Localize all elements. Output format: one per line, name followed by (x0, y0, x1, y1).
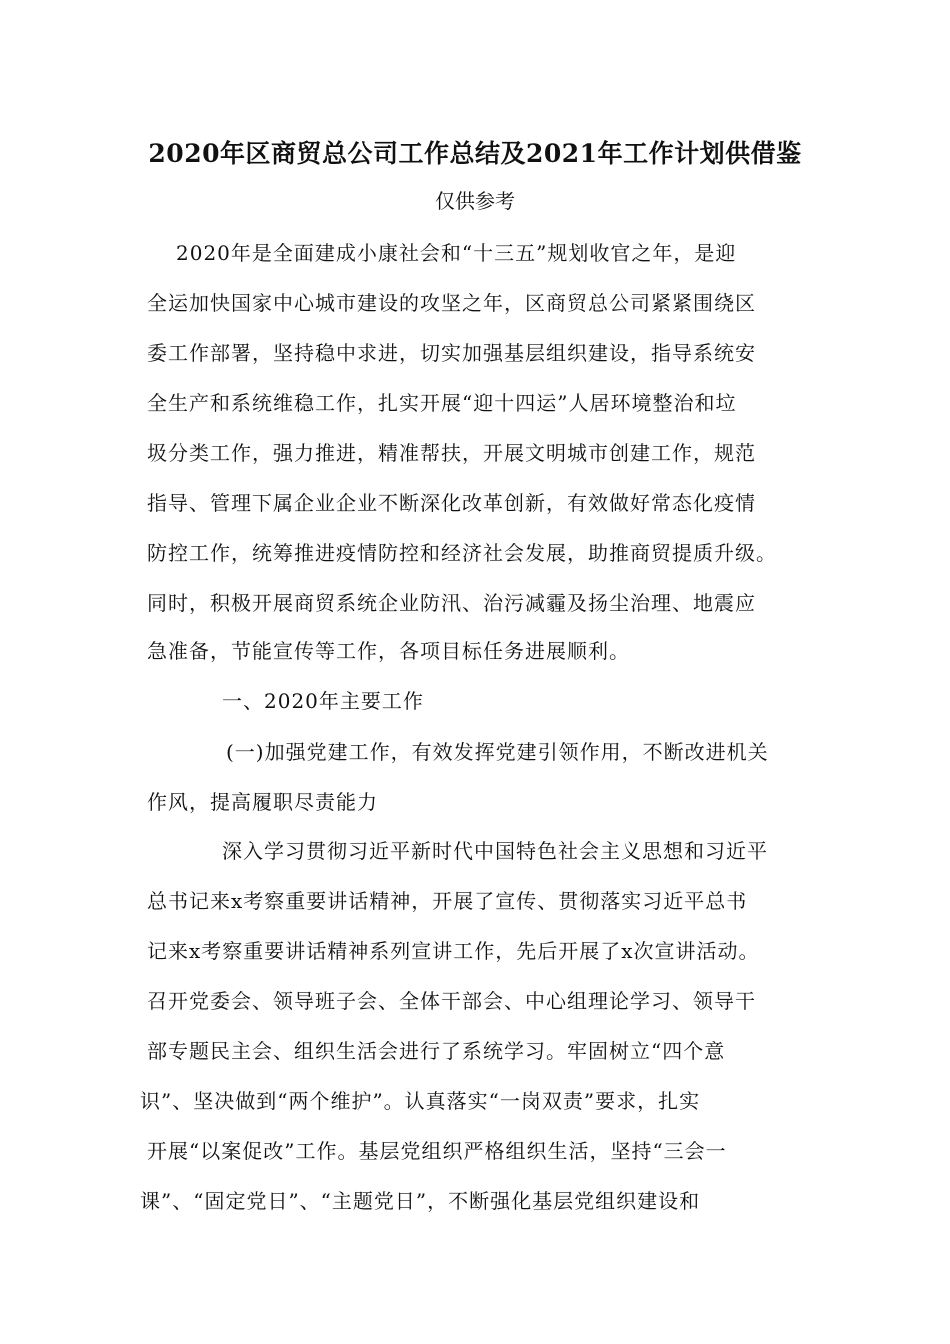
subsection-line: (一)加强党建工作，有效发挥党建引领作用，不断改进机关 (226, 740, 769, 764)
body-line: 部专题民主会、组织生活会进行了系统学习。牢固树立“四个意 (147, 1039, 726, 1063)
document-subtitle: 仅供参考 (435, 189, 515, 213)
body-line: 总书记来x考察重要讲话精神，开展了宣传、贯彻落实习近平总书 (147, 889, 748, 913)
body-line: 深入学习贯彻习近平新时代中国特色社会主义思想和习近平 (222, 839, 768, 863)
intro-line: 圾分类工作，强力推进，精准帮扶，开展文明城市创建工作，规范 (147, 441, 756, 465)
intro-line: 同时，积极开展商贸系统企业防汛、治污减霾及扬尘治理、地震应 (147, 591, 756, 615)
body-line: 识”、坚决做到“两个维护”。认真落实“一岗双责”要求，扎实 (140, 1089, 701, 1113)
document-title: 2020年区商贸总公司工作总结及2021年工作计划供借鉴 (148, 139, 802, 168)
intro-line: 全生产和系统维稳工作，扎实开展“迎十四运”人居环境整治和垃 (147, 391, 737, 415)
intro-line: 指导、管理下属企业企业不断深化改革创新，有效做好常态化疫情 (147, 491, 756, 515)
intro-line: 全运加快国家中心城市建设的攻坚之年，区商贸总公司紧紧围绕区 (147, 291, 756, 315)
intro-line: 委工作部署，坚持稳中求进，切实加强基层组织建设，指导系统安 (147, 341, 756, 365)
section-heading: 一、2020年主要工作 (222, 689, 424, 713)
body-line: 召开党委会、领导班子会、全体干部会、中心组理论学习、领导干 (147, 989, 756, 1013)
intro-line: 防控工作，统筹推进疫情防控和经济社会发展，助推商贸提质升级。 (147, 541, 777, 565)
subsection-line: 作风，提高履职尽责能力 (147, 790, 378, 814)
intro-line: 2020年是全面建成小康社会和“十三五”规划收官之年，是迎 (176, 241, 737, 265)
body-line: 开展“以案促改”工作。基层党组织严格组织生活，坚持“三会一 (147, 1139, 727, 1163)
intro-line: 急准备，节能宣传等工作，各项目标任务进展顺利。 (147, 639, 630, 663)
body-line: 记来x考察重要讲话精神系列宣讲工作，先后开展了x次宣讲活动。 (147, 939, 760, 963)
body-line: 课”、“固定党日”、“主题党日”，不断强化基层党组织建设和 (140, 1189, 701, 1213)
